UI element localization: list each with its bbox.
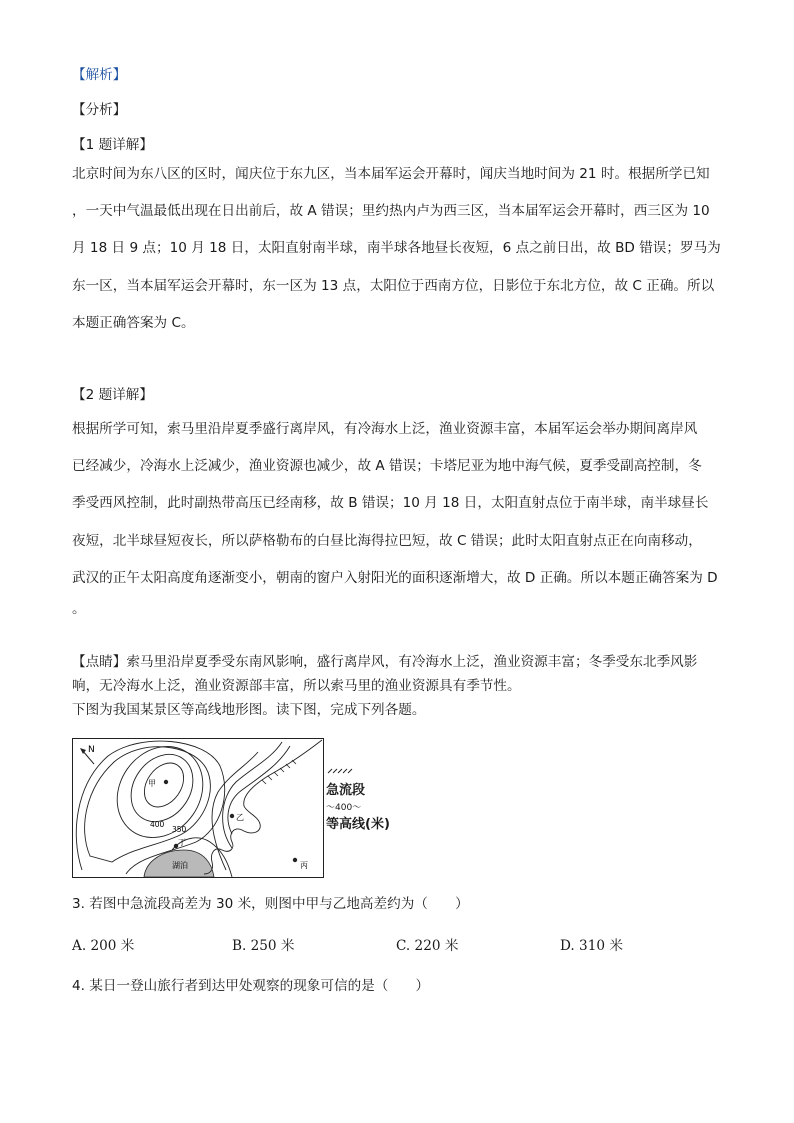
legend-rapids: 急流段 xyxy=(326,783,366,798)
label-lake: 湖泊 xyxy=(172,861,188,870)
q2-line: 季受西风控制，此时副热带高压已经南移，故 B 错误；10 月 18 日，太阳直射点位于南半球，南半球昼长 xyxy=(72,495,709,512)
dianjing-block xyxy=(72,650,727,722)
rapids-legend-icon xyxy=(326,767,356,775)
figure-intro: 下图为我国某景区等高线地形图。读下图，完成下列各题。 xyxy=(72,702,426,718)
label-bing: 丙 xyxy=(300,861,308,870)
q1-line: ，一天中气温最低出现在日出前后，故 A 错误；里约热内卢为西三区，当本届军运会开幕时，西三区为 10 xyxy=(72,203,710,220)
q2-line: 根据所学可知，索马里沿岸夏季盛行离岸风，有冷海水上泛，渔业资源丰富，本届军运会举办期间离岸风 xyxy=(72,421,698,437)
north-label: N xyxy=(88,745,95,755)
jiexi-heading: 【解析】 xyxy=(72,67,127,83)
label-ding: 丁 xyxy=(178,838,186,847)
point-yi xyxy=(230,814,234,818)
q2-line: 。 xyxy=(72,601,86,618)
map-legend xyxy=(326,760,390,832)
q1-line: 月 18 日 9 点；10 月 18 日，太阳直射南半球，南半球各地昼长夜短，6 点之前日出，故 BD 错误；罗马为 xyxy=(72,240,721,257)
q2-line: 武汉的正午太阳高度角逐渐变小，朝南的窗户入射阳光的面积逐渐增大，故 D 正确。所以本题正确答案为 D xyxy=(72,569,718,586)
q4-stem: 4. 某日一登山旅行者到达甲处观察的现象可信的是（ ） xyxy=(72,978,430,994)
q1-line: 本题正确答案为 C。 xyxy=(72,314,195,331)
contour-label-350: 350 xyxy=(172,825,187,834)
q1-heading: 【1 题详解】 xyxy=(72,137,153,153)
dianjing-line: 响，无冷海水上泛，渔业资源部丰富，所以索马里的渔业资源具有季节性。 xyxy=(72,678,521,694)
q1-explanation xyxy=(72,156,727,342)
contour-label-400: 400 xyxy=(150,820,165,829)
q1-line: 北京时间为东八区的区时，闻庆位于东九区，当本届军运会开幕时，闻庆当地时间为 21 时。根据所学已知 xyxy=(72,166,710,182)
q3-option-a: A. 200 米 xyxy=(72,938,135,954)
q3-option-c: C. 220 米 xyxy=(396,938,459,954)
legend-contour-value: 400 xyxy=(335,803,353,813)
q2-explanation xyxy=(72,411,727,621)
label-jia: 甲 xyxy=(148,779,156,788)
fenxi-heading: 【分析】 xyxy=(72,102,127,118)
q3-stem: 3. 若图中急流段高差为 30 米，则图中甲与乙地高差约为（ ） xyxy=(72,896,469,912)
contour-map xyxy=(72,738,324,878)
q2-line: 已经减少，冷海水上泛减少，渔业资源也减少，故 A 错误；卡塔尼亚为地中海气候，夏季受副高控制，冬 xyxy=(72,458,702,475)
label-yi: 乙 xyxy=(236,813,244,822)
point-jia xyxy=(164,780,168,784)
q2-line: 夜短，北半球昼短夜长，所以萨格勒布的白昼比海得拉巴短，故 C 错误；此时太阳直射点正在向南移动， xyxy=(72,532,702,549)
q3-option-d: D. 310 米 xyxy=(560,938,623,954)
q2-heading: 【2 题详解】 xyxy=(72,387,153,403)
q1-line: 东一区，当本届军运会开幕时，东一区为 13 点，太阳位于西南方位，日影位于东北方位，故 C 正确。所以 xyxy=(72,277,715,294)
dianjing-line: 【点睛】索马里沿岸夏季受东南风影响，盛行离岸风，有冷海水上泛，渔业资源丰富；冬季受东北季风影 xyxy=(72,654,698,670)
point-bing xyxy=(293,858,297,862)
q3-option-b: B. 250 米 xyxy=(232,938,295,954)
legend-contour-sample: ～400～ xyxy=(326,803,362,813)
legend-contour: 等高线(米) xyxy=(326,817,390,832)
